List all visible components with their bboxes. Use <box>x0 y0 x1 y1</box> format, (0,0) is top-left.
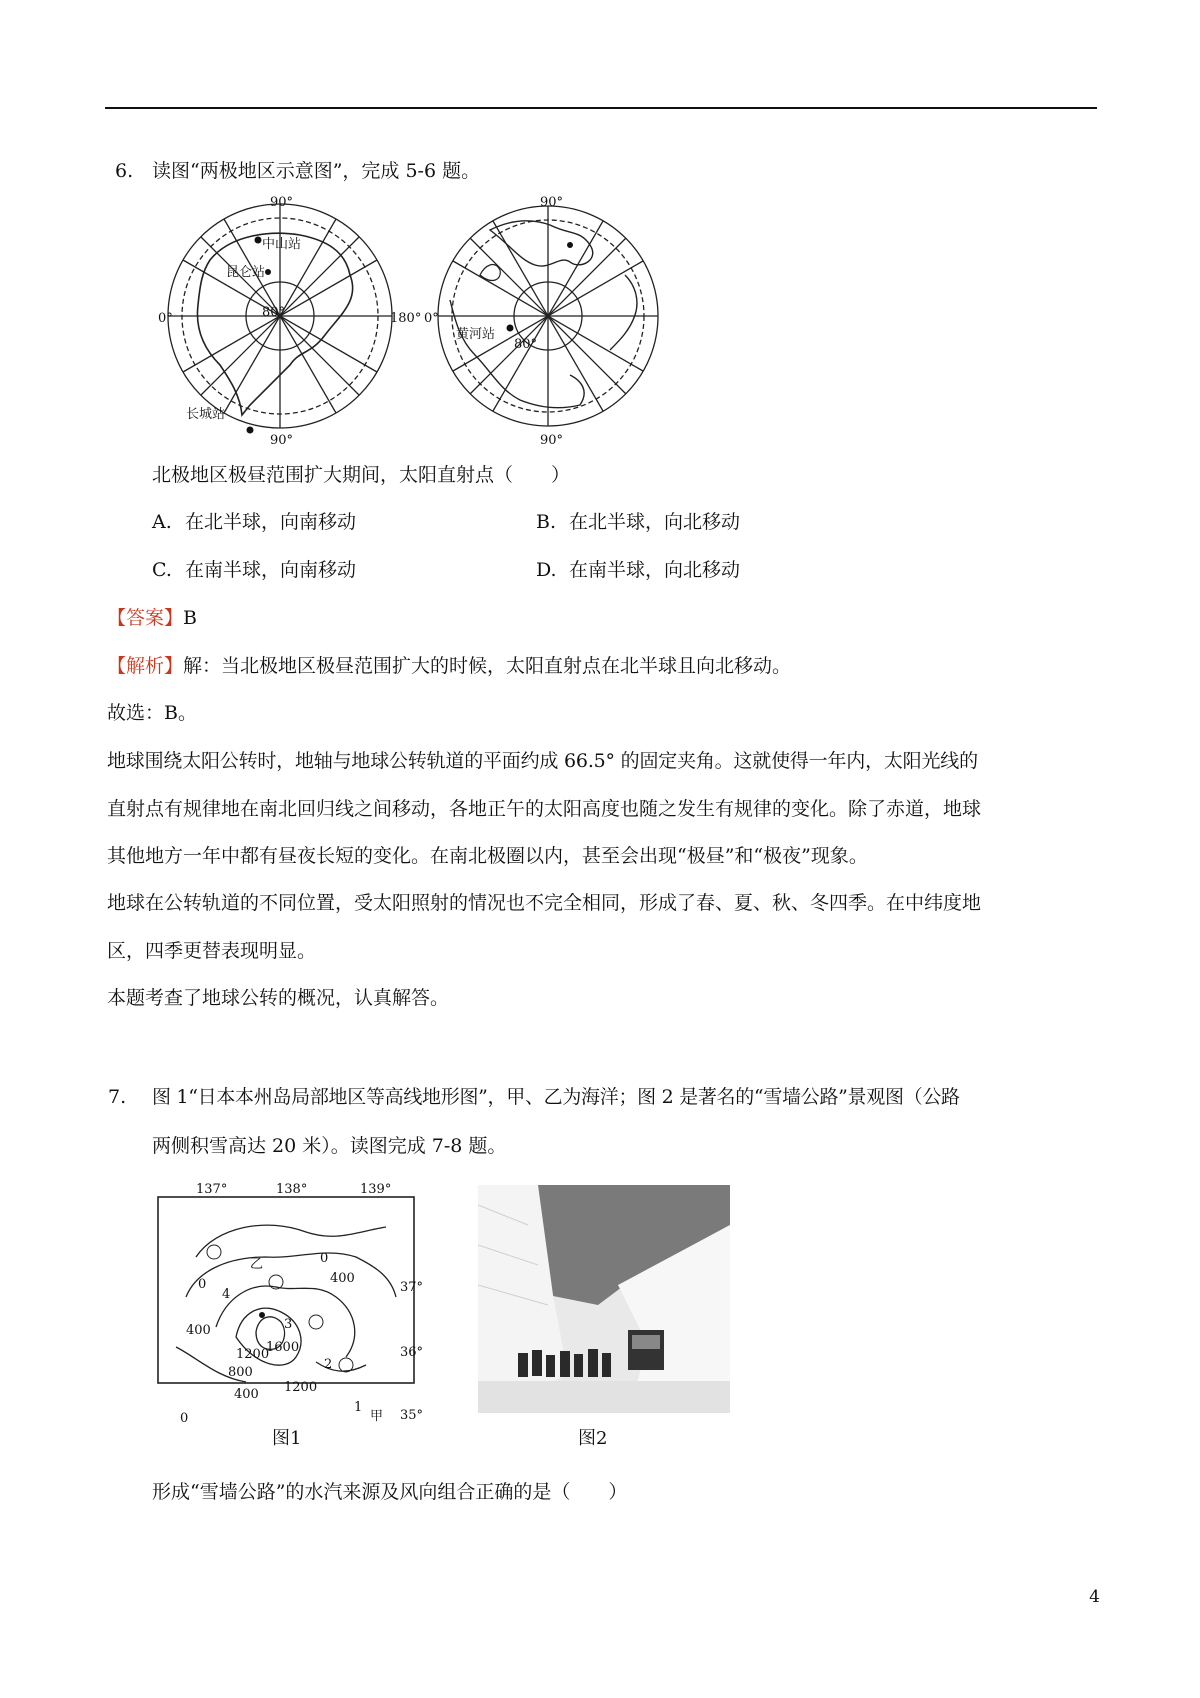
q6-para1-line3: 其他地方一年中都有昼夜长短的变化。在南北极圈以内，甚至会出现“极昼”和“极夜”现象。 <box>107 845 868 867</box>
fig1-lon-137: 137° <box>196 1182 228 1197</box>
answer-value: B <box>183 607 197 629</box>
fig1-lat-35: 35° <box>400 1408 424 1423</box>
q6-number: 6. <box>115 160 134 182</box>
fig1-contour-1600: 1600 <box>266 1340 300 1355</box>
fig1-caption: 图1 <box>272 1428 302 1449</box>
analysis-tag: 【解析】 <box>107 655 184 677</box>
arc-label-lat: 80° <box>514 337 538 352</box>
fig1-contour-0b: 0 <box>198 1277 207 1292</box>
ant-station-zhongshan: 中山站 <box>262 237 302 252</box>
q6-para1-line1: 地球围绕太阳公转时，地轴与地球公转轨道的平面约成 66.5° 的固定夹角。这就使得一年内，太阳光线的 <box>107 750 978 772</box>
q6-option-b-label: B. <box>536 511 557 533</box>
q7-question: 形成“雪墙公路”的水汽来源及风向组合正确的是（ ） <box>152 1481 628 1503</box>
ant-station-kunlun: 昆仑站 <box>226 265 266 280</box>
fig1-contour-400c: 400 <box>234 1387 259 1402</box>
q6-para1-line2: 直射点有规律地在南北回归线之间移动，各地正午的太阳高度也随之发生有规律的变化。除了赤道，地球 <box>107 798 982 820</box>
q7-line2: 两侧积雪高达 20 米）。读图完成 7-8 题。 <box>152 1135 507 1157</box>
ant-label-right: 180° <box>390 311 422 326</box>
arc-label-bottom: 90° <box>540 433 564 448</box>
q6-option-a-text: 在北半球，向南移动 <box>185 511 357 533</box>
page-number: 4 <box>1089 1587 1100 1607</box>
fig1-marker-2: 2 <box>324 1357 333 1372</box>
fig1-marker-1: 1 <box>354 1400 363 1415</box>
fig1-contour-400a: 400 <box>330 1271 355 1286</box>
q6-analysis <box>107 653 791 679</box>
fig2-caption: 图2 <box>578 1428 608 1449</box>
q6-option-c-label: C. <box>152 559 172 581</box>
fig1-contour-800: 800 <box>228 1365 253 1380</box>
arc-label-top: 90° <box>540 195 564 210</box>
q6-option-b-text: 在北半球，向北移动 <box>569 511 741 533</box>
fig1-contour-0a: 0 <box>320 1251 329 1266</box>
q6-option-a-label: A. <box>152 511 172 533</box>
q6-choose: 故选：B。 <box>107 702 197 724</box>
q6-para2-line2: 区，四季更替表现明显。 <box>107 940 317 962</box>
analysis-text: 解：当北极地区极昼范围扩大的时候，太阳直射点在北半球且向北移动。 <box>183 655 792 677</box>
arc-label-left: 0° <box>424 311 439 326</box>
q6-answer <box>107 605 197 631</box>
header-rule <box>105 107 1097 109</box>
ant-label-left: 0° <box>158 311 173 326</box>
ant-station-changcheng: 长城站 <box>186 407 226 422</box>
q7-number: 7. <box>108 1086 127 1108</box>
fig1-contour-0c: 0 <box>180 1411 189 1426</box>
fig1-contour-1200b: 1200 <box>284 1380 318 1395</box>
fig1-lat-36: 36° <box>400 1345 424 1360</box>
arc-station-huanghe: 黄河站 <box>456 327 496 342</box>
ant-label-bottom: 90° <box>270 433 294 448</box>
fig1-marker-4: 4 <box>222 1287 231 1302</box>
q6-option-d-label: D. <box>536 559 557 581</box>
fig1-lon-139: 139° <box>360 1182 392 1197</box>
fig1-sea-yi: 乙 <box>250 1257 264 1272</box>
fig1-marker-3: 3 <box>284 1317 293 1332</box>
fig1-contour-1200a: 1200 <box>236 1347 270 1362</box>
q6-para2-line1: 地球在公转轨道的不同位置，受太阳照射的情况也不完全相同，形成了春、夏、秋、冬四季。在中纬度地 <box>107 892 982 914</box>
fig1-contour-400b: 400 <box>186 1323 211 1338</box>
fig1-sea-jia: 甲 <box>370 1409 384 1424</box>
q6-option-c-text: 在南半球，向南移动 <box>185 559 357 581</box>
fig1-lat-37: 37° <box>400 1280 424 1295</box>
snow-wall-photo <box>478 1185 730 1413</box>
arctic-map <box>430 190 670 440</box>
ant-label-top: 90° <box>270 195 294 210</box>
q6-option-d-text: 在南半球，向北移动 <box>569 559 741 581</box>
q6-question: 北极地区极昼范围扩大期间，太阳直射点（ ） <box>152 464 571 486</box>
q7-line1: 图 1“日本本州岛局部地区等高线地形图”，甲、乙为海洋；图 2 是著名的“雪墙公路”景观图（公路 <box>152 1086 960 1108</box>
answer-tag: 【答案】 <box>107 607 184 629</box>
q6-intro: 读图“两极地区示意图”，完成 5-6 题。 <box>152 160 481 182</box>
q6-para3: 本题考查了地球公转的概况，认真解答。 <box>107 987 450 1009</box>
ant-label-lat: 80° <box>262 305 286 320</box>
fig1-lon-138: 138° <box>276 1182 308 1197</box>
